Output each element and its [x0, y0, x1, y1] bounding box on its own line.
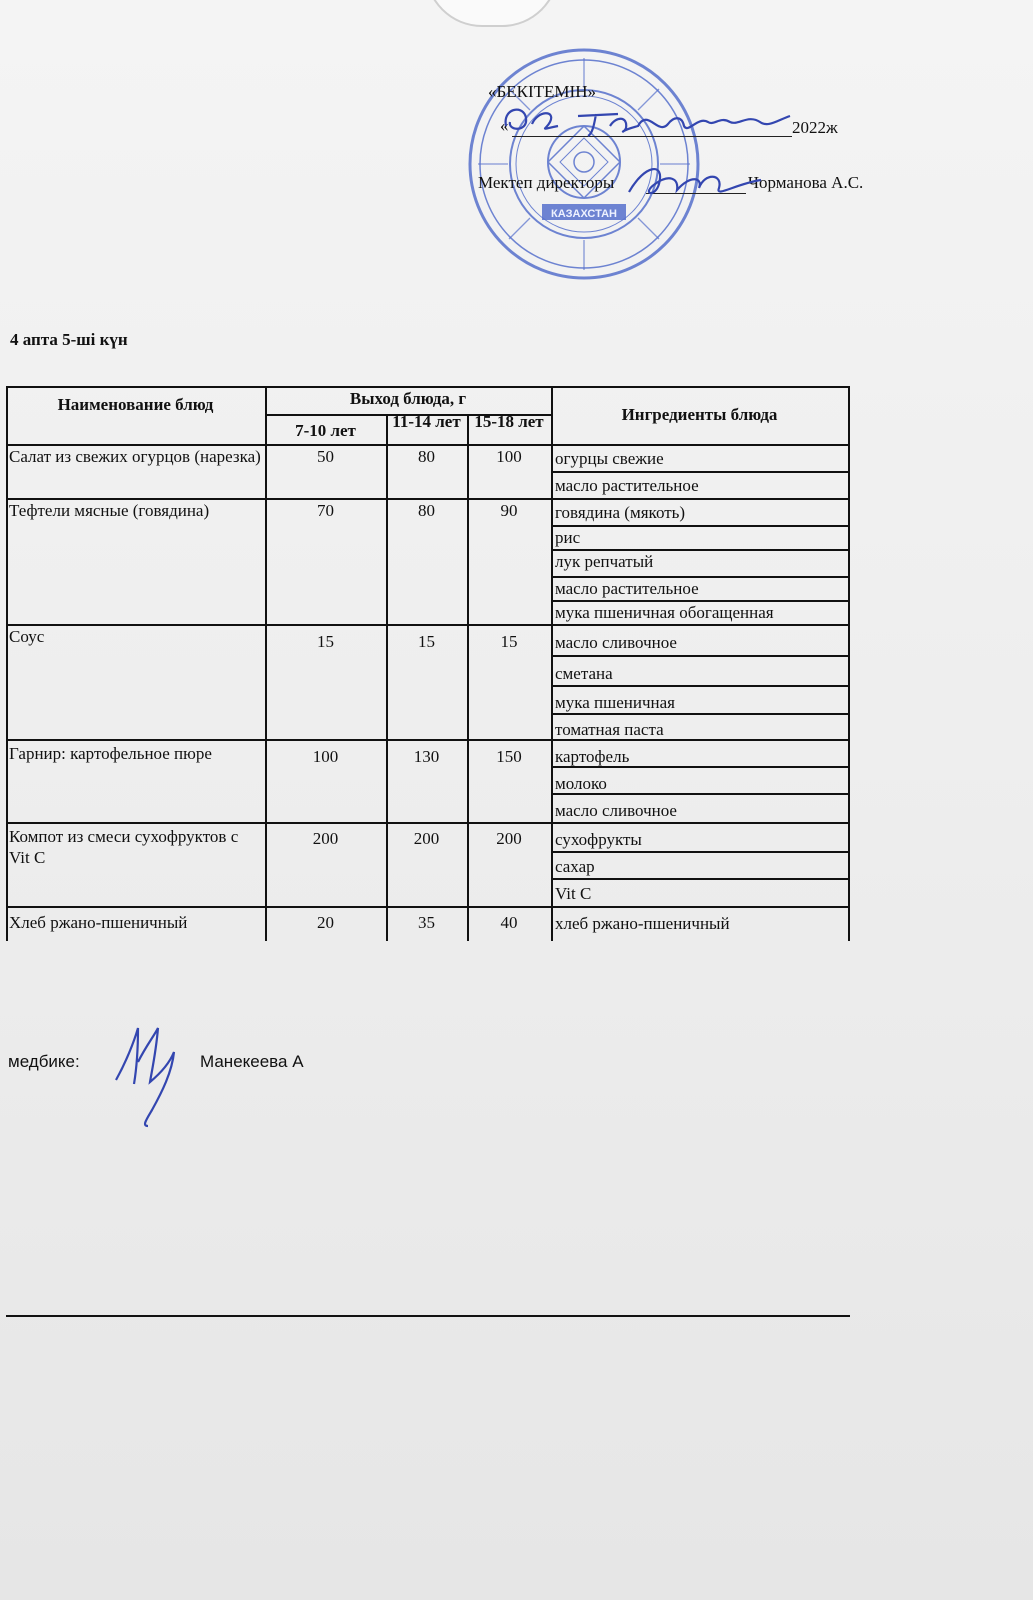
date-year: 2022ж: [792, 118, 838, 137]
director-name: Чорманова А.С.: [748, 173, 864, 192]
yield-7-10: 200: [312, 829, 339, 848]
ingredient: сахар: [555, 857, 595, 876]
nurse-signature: [112, 1022, 182, 1132]
ingredient: молоко: [555, 774, 607, 793]
header-age-11-14: 11-14 лет: [392, 414, 461, 431]
handwritten-date: [498, 86, 798, 141]
director-signature: [625, 154, 765, 204]
ingredient: рис: [555, 528, 581, 547]
dish-name: Тефтели мясные (говядина): [9, 501, 210, 520]
yield-11-14: 15: [418, 632, 435, 651]
ingredient: сухофрукты: [555, 830, 642, 849]
ingredient: картофель: [555, 747, 630, 766]
ingredient: томатная паста: [555, 720, 664, 739]
week-day-heading: 4 апта 5-ші күн: [10, 330, 128, 349]
yield-11-14: 80: [418, 501, 435, 520]
ingredient: масло сливочное: [555, 801, 677, 820]
yield-7-10: 50: [317, 447, 334, 466]
photo-glare: [425, 0, 559, 27]
nurse-label: медбике:: [8, 1052, 80, 1071]
dish-name: Хлеб ржано-пшеничный: [9, 913, 188, 932]
header-age-15-18: 15-18 лет: [474, 414, 544, 431]
ingredient: сметана: [555, 664, 613, 683]
ingredient: масло сливочное: [555, 633, 677, 652]
ingredient: Vit C: [555, 884, 592, 903]
yield-15-18: 100: [496, 447, 522, 466]
date-quote: «: [500, 116, 509, 135]
nurse-name: Манекеева А: [200, 1052, 304, 1071]
yield-11-14: 80: [418, 447, 435, 466]
yield-15-18: 200: [496, 829, 522, 848]
stamp-label: КАЗАХСТАН: [551, 208, 617, 220]
header-age-7-10: 7-10 лет: [295, 421, 356, 440]
yield-7-10: 15: [317, 632, 334, 651]
dish-name: Компот из смеси сухофруктов с Vit C: [9, 827, 239, 867]
header-ingredients: Ингредиенты блюда: [621, 405, 778, 424]
yield-7-10: 100: [312, 747, 339, 766]
ingredient: мука пшеничная: [555, 693, 675, 712]
yield-11-14: 200: [413, 829, 440, 848]
yield-15-18: 15: [500, 632, 518, 651]
header-yield: Выход блюда, г: [349, 389, 467, 408]
dish-name: Соус: [9, 627, 45, 646]
ingredient: хлеб ржано-пшеничный: [555, 914, 730, 933]
director-label: Мектеп директоры: [478, 173, 615, 192]
yield-7-10: 20: [317, 913, 334, 932]
menu-table: [6, 386, 850, 941]
yield-15-18: 90: [500, 501, 518, 520]
yield-11-14: 130: [413, 747, 440, 766]
ingredient: говядина (мякоть): [555, 503, 686, 522]
ingredient: масло растительное: [555, 579, 699, 598]
yield-7-10: 70: [317, 501, 334, 520]
dish-name: Салат из свежих огурцов (нарезка): [9, 447, 261, 466]
yield-15-18: 150: [496, 747, 522, 766]
yield-15-18: 40: [500, 913, 518, 932]
approval-title: «БЕКІТЕМІН»: [488, 82, 596, 101]
dish-name: Гарнир: картофельное пюре: [9, 744, 212, 763]
ingredient: мука пшеничная обогащенная: [555, 603, 774, 622]
header-dish: Наименование блюд: [57, 395, 214, 414]
ingredient: лук репчатый: [555, 552, 654, 571]
ingredient: масло растительное: [555, 476, 699, 495]
yield-11-14: 35: [418, 913, 435, 932]
ingredient: огурцы свежие: [555, 449, 664, 468]
